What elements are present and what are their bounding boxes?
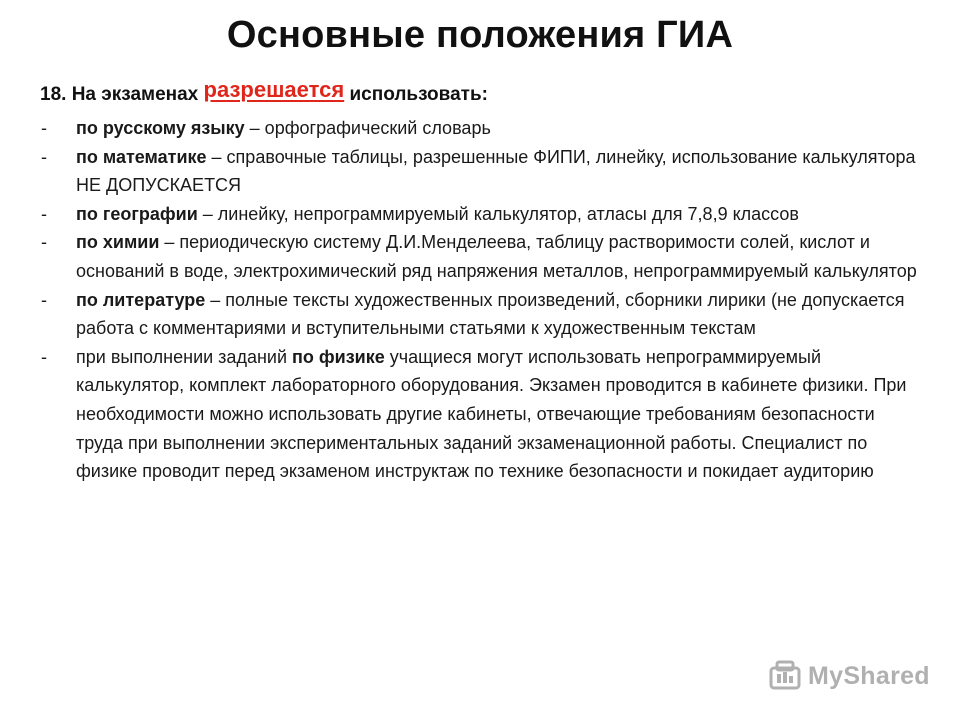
list-dash: - [41,146,47,167]
list-item [40,228,920,285]
item-text: – орфографический словарь [244,118,491,138]
heading-prefix: 18. На экзаменах [40,84,199,105]
subject-label: по русскому языку [76,118,245,138]
list-item [40,286,920,343]
heading-highlight: разрешается [203,77,345,102]
item-text: – линейку, непрограммируемый калькулятор, атласы для 7,8,9 классов [197,203,799,224]
list-item [40,200,920,229]
subject-label: по географии [76,203,198,224]
myshared-logo-icon [768,659,802,693]
list-dash: - [41,346,47,367]
subject-label: по математике [76,146,207,167]
list-item [40,343,920,486]
item-text: – периодическую систему Д.И.Менделеева, таблицу растворимости солей, кислот и оснований в воде, электрохимический ряд напряжения металлов, непрограммируемый калькулятор [76,232,917,281]
slide-title: Основные положения ГИА [226,14,734,56]
subject-label: по химии [76,232,160,253]
section-heading [40,77,488,106]
item-text: – полные тексты художественных произведений, сборники лирики (не допускается работа с комментариями и вступительными статьями к художественным текстам [76,289,905,339]
list-item [40,114,920,143]
subject-label: по физике [292,346,385,367]
heading-suffix: использовать: [349,84,488,105]
item-text: учащиеся могут использовать непрограммируемый калькулятор, комплект лабораторного оборудования. Экзамен проводится в кабинете физики. При необходимости можно использовать другие кабинеты, отвечающие требованиям безопасности труда при выполнении экспериментальных заданий экзаменационной работы. Специалист по физике проводит перед экзаменом инструктаж по технике безопасности и покидает аудиторию [76,346,907,482]
list-dash: - [41,118,47,138]
list-item [40,143,920,200]
watermark-text: MyShared [808,661,930,690]
watermark [768,656,930,696]
rules-list [40,114,920,486]
list-dash: - [41,289,47,310]
subject-label: по литературе [76,289,206,310]
list-dash: - [41,232,47,253]
item-text: – справочные таблицы, разрешенные ФИПИ, линейку, использование калькулятора НЕ ДОПУСКАЕТСЯ [76,146,916,196]
list-dash: - [41,203,47,224]
item-prefix: при выполнении заданий [76,346,293,367]
